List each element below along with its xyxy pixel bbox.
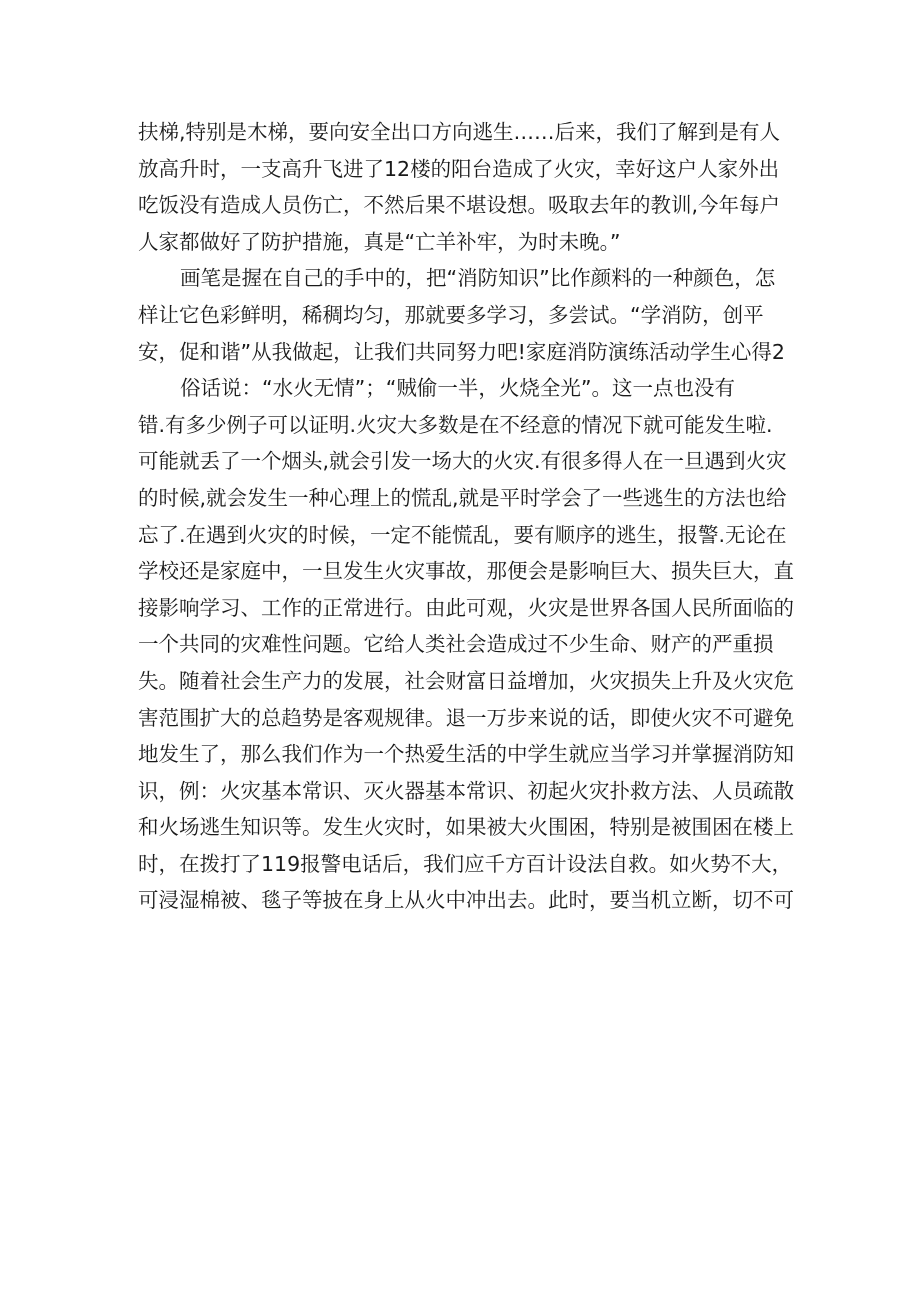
text-line: 可能就丢了一个烟头,就会引发一场大的火灾.有很多得人在一旦遇到火灾 [138,449,787,474]
paragraph-start-line: 画笔是握在自己的手中的，把“消防知识”比作颜料的一种颜色，怎 [180,266,776,291]
text-line: 和火场逃生知识等。发生火灾时，如果被大火围困，特别是被围困在楼上 [138,815,794,840]
text-line: 地发生了，那么我们作为一个热爱生活的中学生就应当学习并掌握消防知 [138,742,794,767]
text-line: 可浸湿棉被、毯子等披在身上从火中冲出去。此时，要当机立断，切不可 [138,888,794,913]
text-line: 时，在拨打了119报警电话后，我们应千方百计设法自救。如火势不大， [138,851,793,876]
text-line: 学校还是家庭中，一旦发生火灾事故，那便会是影响巨大、损失巨大，直 [138,559,794,584]
text-line: 错.有多少例子可以证明.火灾大多数是在不经意的情况下就可能发生啦. [138,412,773,437]
text-line: 样让它色彩鲜明，稀稠均匀，那就要多学习，多尝试。“学消防，创平 [138,302,764,327]
text-line: 扶梯,特别是木梯，要向安全出口方向逃生……后来，我们了解到是有人 [138,120,781,144]
text-line: 害范围扩大的总趋势是客观规律。退一万步来说的话，即使火灾不可避免 [138,705,794,730]
text-line: 放高升时，一支高升飞进了12楼的阳台造成了火灾，幸好这户人家外出 [138,156,780,181]
paragraph-start-line: 俗话说：“水火无情”；“贼偷一半，火烧全光”。这一点也没有 [180,376,735,401]
text-line: 忘了.在遇到火灾的时候，一定不能慌乱，要有顺序的逃生，报警.无论在 [138,522,787,547]
text-line: 识，例：火灾基本常识、灭火器基本常识、初起火灾扑救方法、人员疏散 [138,778,794,803]
text-line: 人家都做好了防护措施，真是“亡羊补牢，为时未晚。” [138,229,621,254]
text-line: 一个共同的灾难性问题。它给人类社会造成过不少生命、财产的严重损 [138,632,774,657]
text-line: 失。随着社会生产力的发展，社会财富日益增加，火灾损失上升及火灾危 [138,668,794,693]
document-body [138,114,798,919]
text-line: 的时候,就会发生一种心理上的慌乱,就是平时学会了一些逃生的方法也给 [138,485,787,510]
text-line: 吃饭没有造成人员伤亡，不然后果不堪设想。吸取去年的教训,今年每户 [138,193,781,218]
text-line: 安，促和谐”从我做起，让我们共同努力吧!家庭消防演练活动学生心得2 [138,339,785,364]
text-line: 接影响学习、工作的正常进行。由此可观，火灾是世界各国人民所面临的 [138,595,794,620]
